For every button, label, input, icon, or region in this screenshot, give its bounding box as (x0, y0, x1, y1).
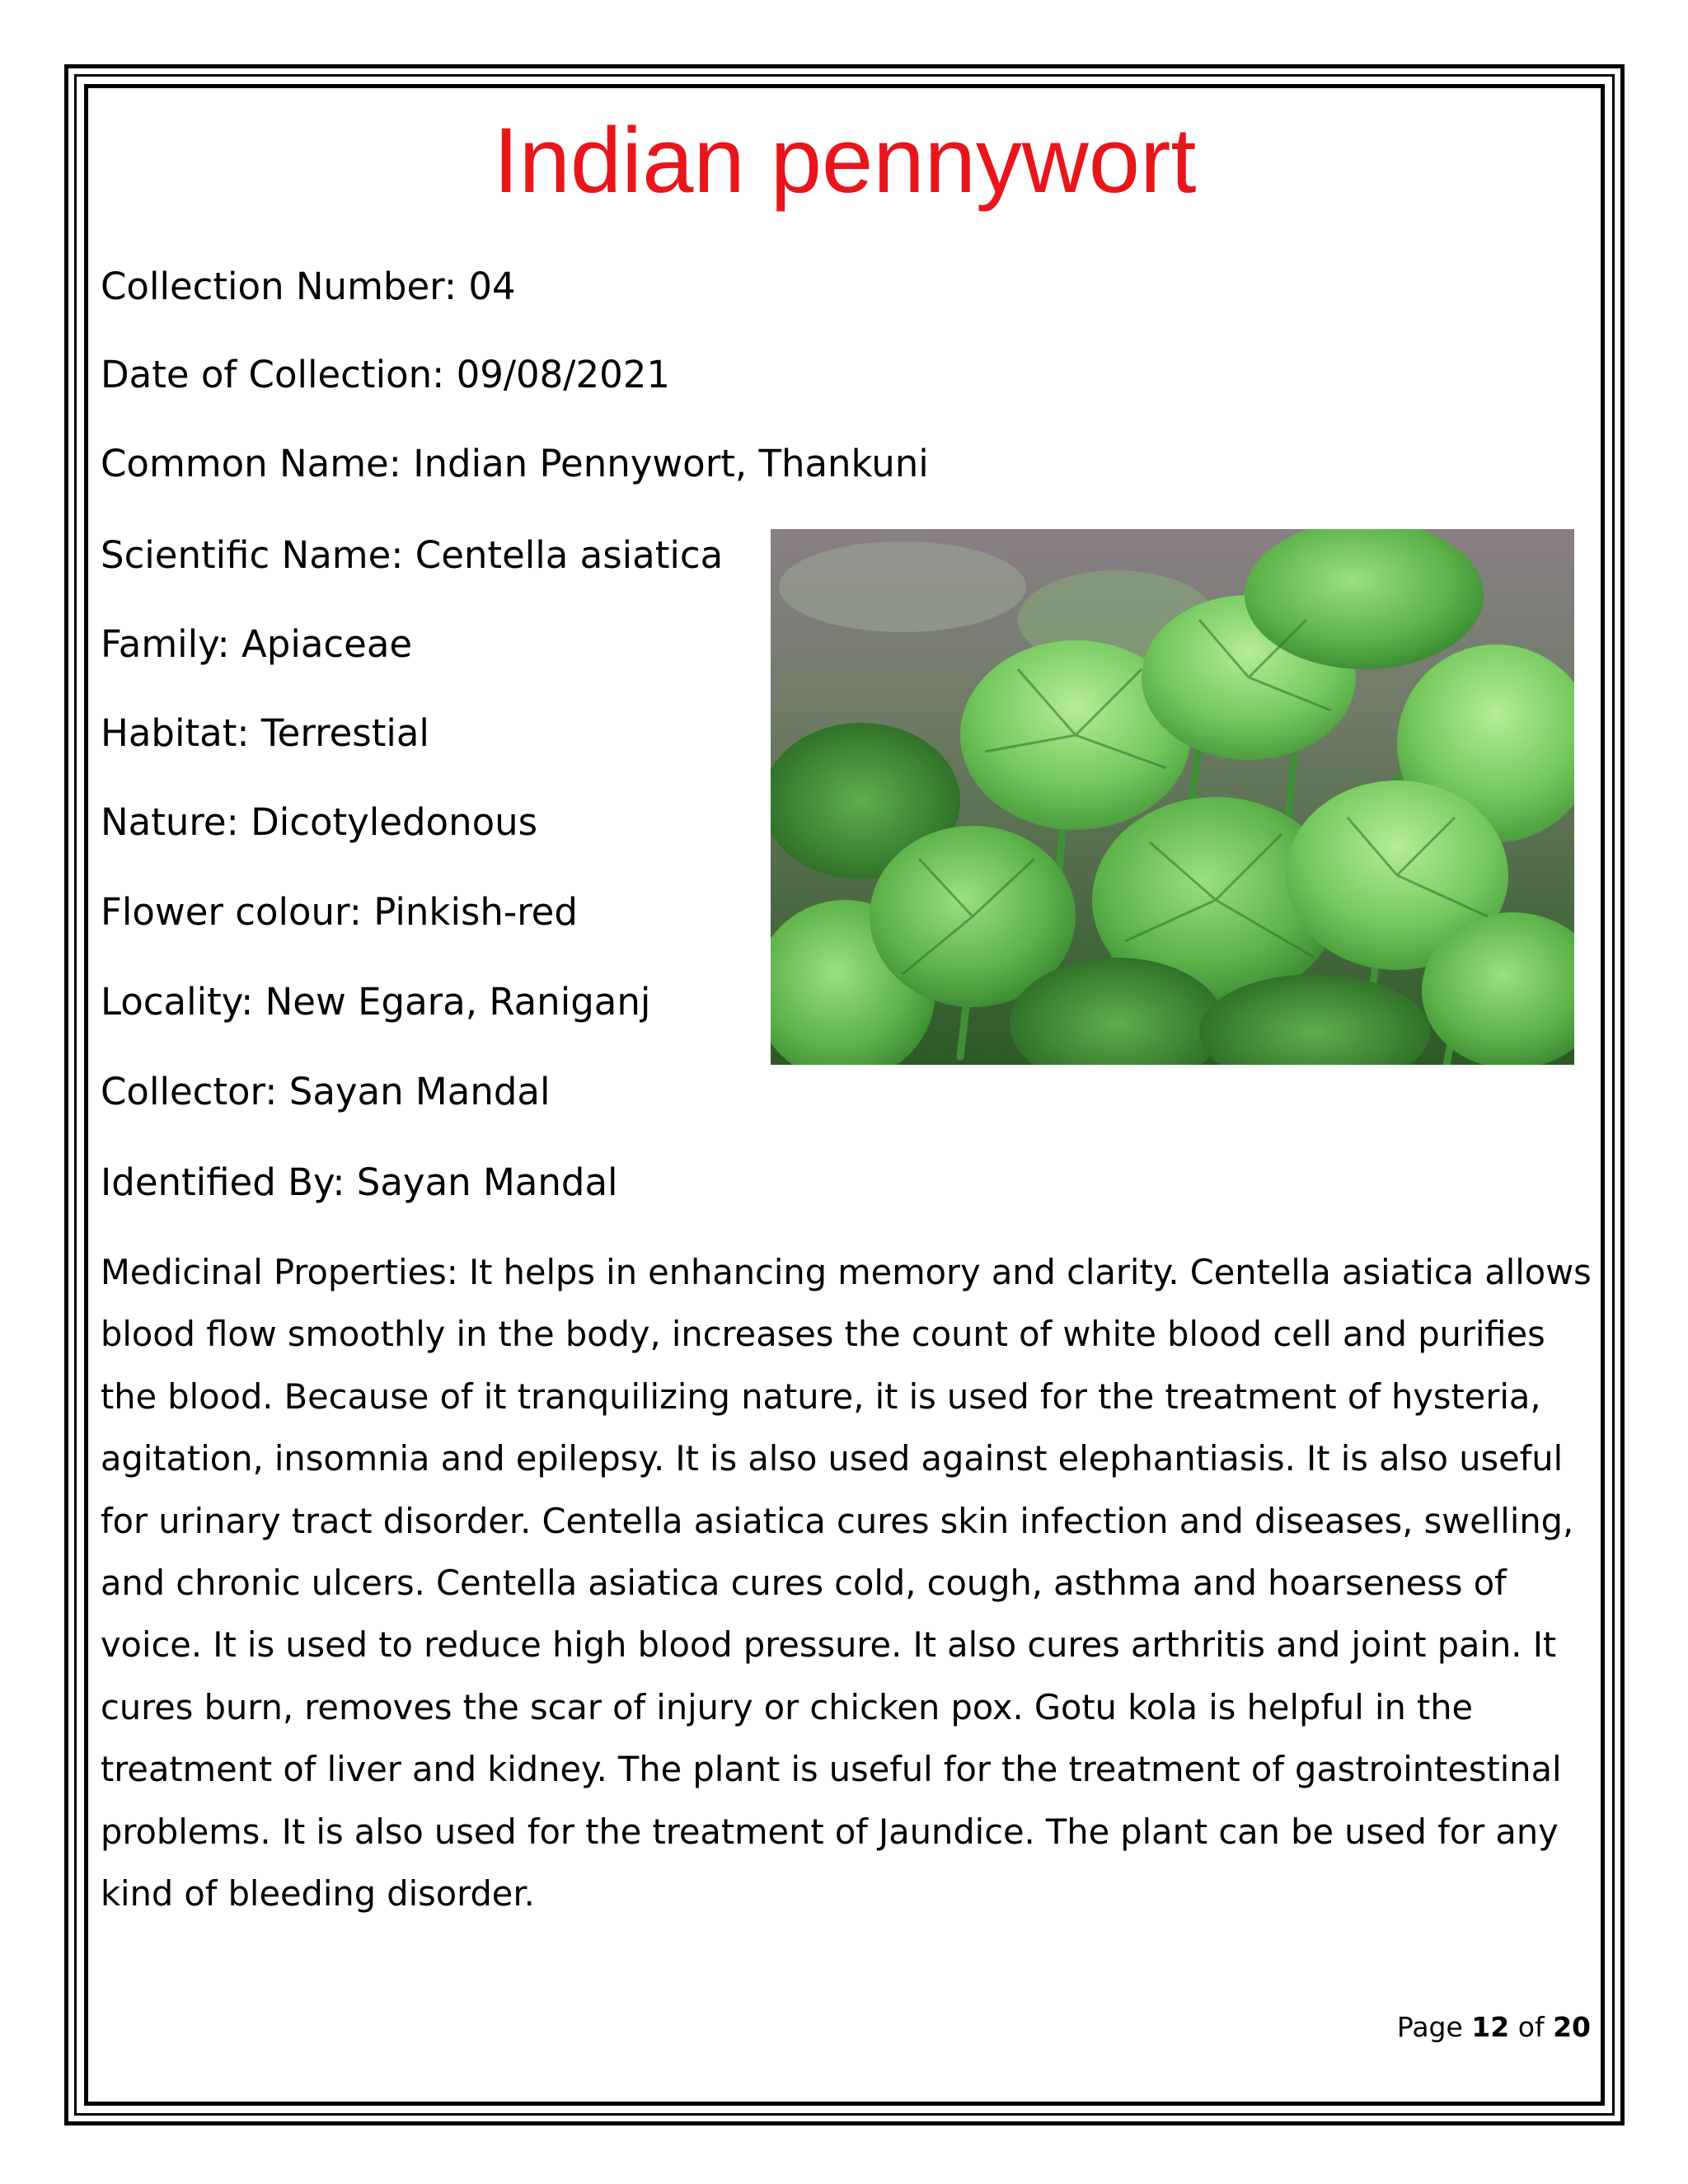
medicinal-properties-paragraph (101, 1241, 1592, 1924)
field-locality: Locality: New Egara, Raniganj (101, 980, 651, 1024)
field-collection-number: Collection Number: 04 (101, 265, 516, 308)
field-scientific-name: Scientific Name: Centella asiatica (101, 533, 724, 577)
field-nature: Nature: Dicotyledonous (101, 800, 538, 844)
page-number: Page 12 of 20 (1396, 2011, 1591, 2043)
field-identified-by: Identified By: Sayan Mandal (101, 1160, 618, 1204)
field-family: Family: Apiaceae (101, 622, 413, 666)
medicinal-properties-label: Medicinal Properties: (101, 1252, 458, 1292)
field-flower-colour: Flower colour: Pinkish-red (101, 890, 578, 934)
plant-photo (771, 529, 1574, 1065)
field-collector: Collector: Sayan Mandal (101, 1070, 551, 1113)
page-title: Indian pennywort (493, 109, 1197, 212)
field-date-of-collection: Date of Collection: 09/08/2021 (101, 353, 670, 396)
medicinal-properties-text: It helps in enhancing memory and clarity. Centella asiatica allows blood flow smoothly in the body, increases the count of white blood cell and purifies the blood. Because of it tranquilizing nature, it is used for the treatment of hysteria, agitation, insomnia and epilepsy. It is also used against elephantiasis. It is also useful for urinary tract disorder. Centella asiatica cures skin infection and diseases, swelling, and chronic ulcers. Centella asiatica cures cold, cough, asthma and hoarseness of voice. It is used to reduce high blood pressure. It also cures arthritis and joint pain. It cures burn, removes the scar of injury or chicken pox. Gotu kola is helpful in the treatment of liver and kidney. The plant is useful for the treatment of gastrointestinal problems. It is also used for the treatment of Jaundice. The plant can be used for any kind of bleeding disorder. (101, 1252, 1592, 1915)
field-common-name: Common Name: Indian Pennywort, Thankuni (101, 442, 929, 485)
field-habitat: Habitat: Terrestial (101, 711, 429, 755)
